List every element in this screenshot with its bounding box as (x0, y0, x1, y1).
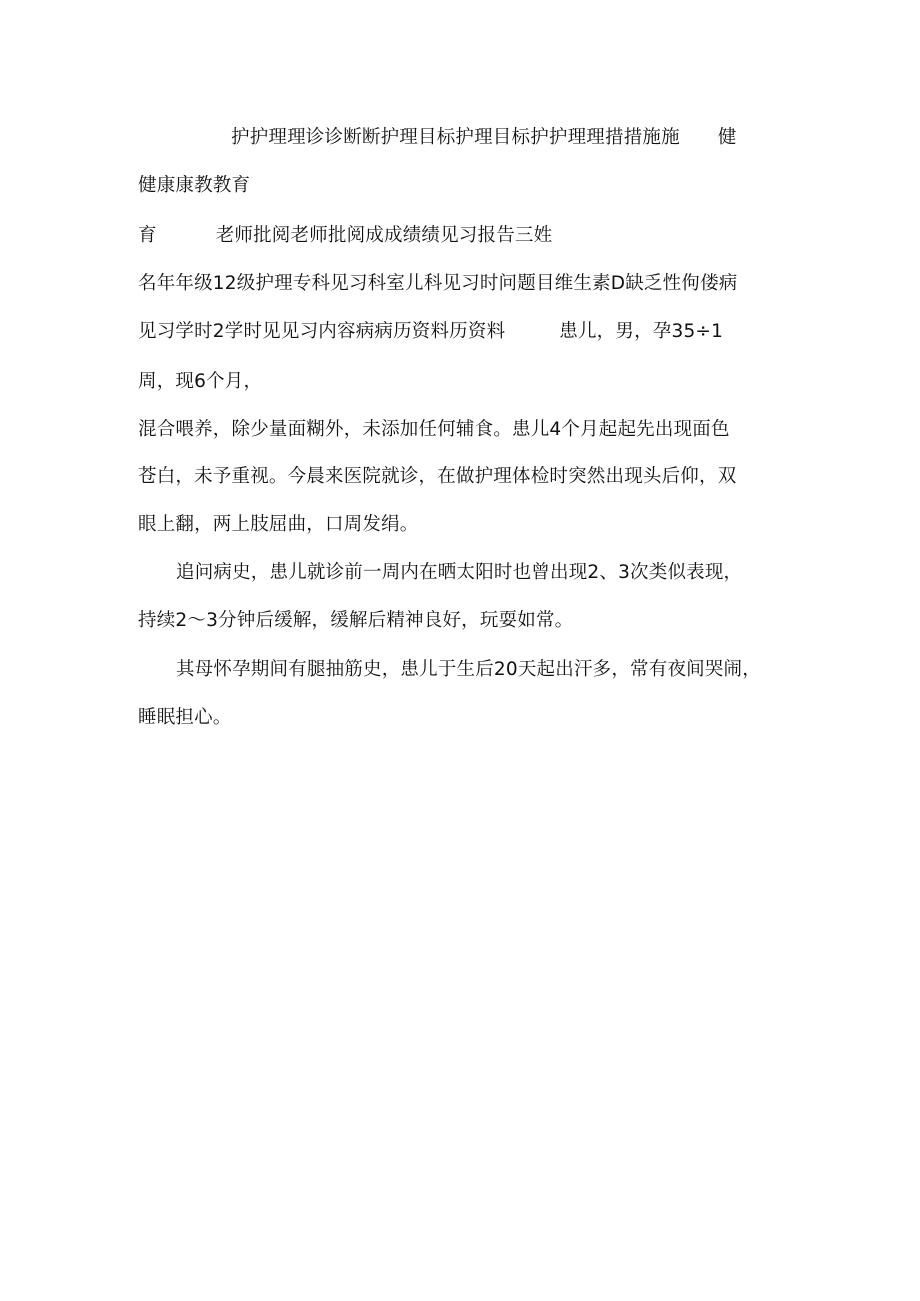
text-line-9: 眼上翻，两上肢屈曲，口周发绢。 (138, 514, 419, 535)
text-line-6: 周，现6个月， (138, 371, 263, 392)
text-line-12: 其母怀孕期间有腿抽筋史，患儿于生后20天起出汗多，常有夜间哭闹， (176, 659, 761, 680)
text-line-3-part-a: 育 (138, 225, 157, 246)
text-line-1-part-a: 护护理理诊诊断断护理目标护理目标护护理理措措施施 (231, 127, 680, 148)
text-line-4: 名年年级12级护理专科见习科室儿科见习时问题目维生素D缺乏性佝偻病 (138, 273, 738, 294)
text-line-3 (138, 224, 552, 248)
text-line-1 (231, 126, 737, 150)
text-line-10: 追问病史，患儿就诊前一周内在晒太阳时也曾出现2、3次类似表现， (176, 562, 743, 583)
text-line-8: 苍白，未予重视。今晨来医院就诊，在做护理体检时突然出现头后仰，双 (138, 466, 737, 487)
text-line-3-part-b: 老师批阅老师批阅成成绩绩见习报告三姓 (215, 225, 553, 246)
text-line-5-part-b: 患儿，男，孕35÷1 (559, 321, 724, 342)
text-line-7: 混合喂养，除少量面糊外，未添加任何辅食。患儿4个月起起先出现面色 (138, 419, 730, 440)
text-line-2: 健康康教教育 (138, 175, 251, 196)
text-line-1-part-b: 健 (717, 127, 737, 148)
text-line-5 (138, 320, 723, 344)
text-line-13: 睡眠担心。 (138, 707, 232, 728)
text-line-11: 持续2〜3分钟后缓解，缓解后精神良好，玩耍如常。 (138, 610, 574, 631)
text-line-5-part-a: 见习学时2学时见见习内容病病历资料历资料 (138, 321, 506, 342)
